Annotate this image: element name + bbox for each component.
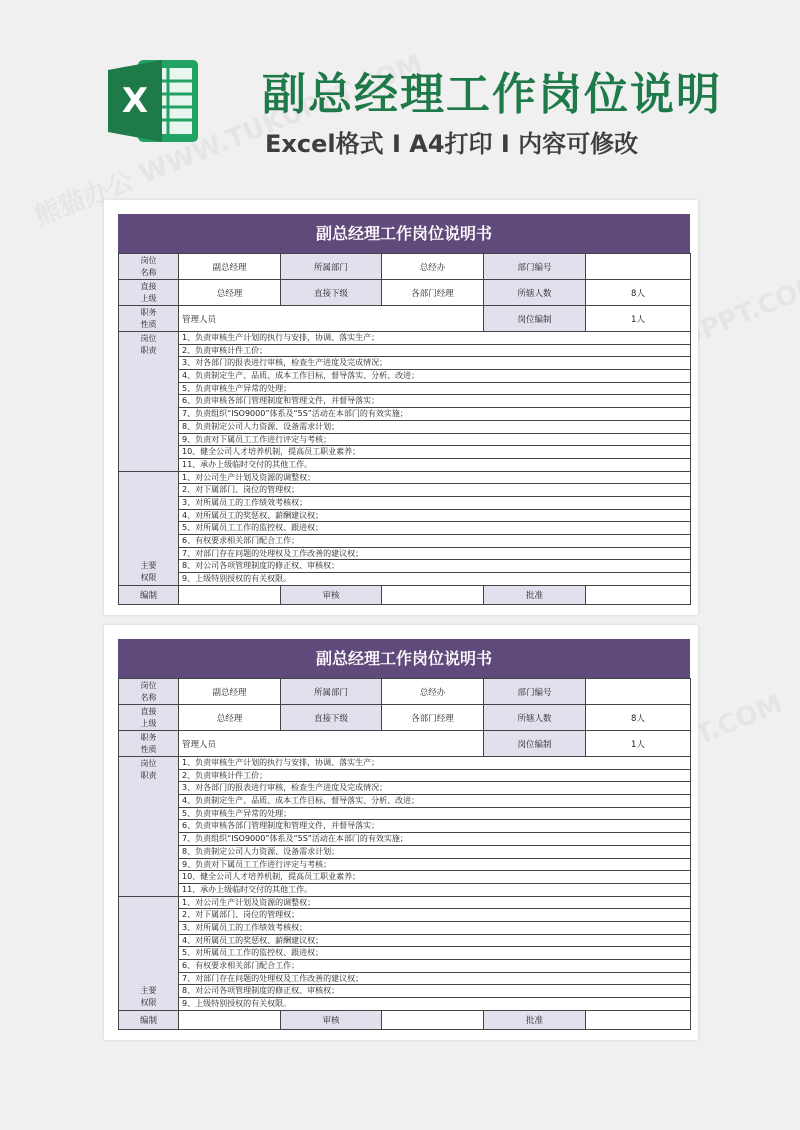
position-quota-label: 岗位编制 xyxy=(484,306,586,332)
power-item[interactable]: 6、有权要求相关部门配合工作； xyxy=(179,535,690,548)
powers-label: 主要 权限 xyxy=(119,471,179,585)
power-item[interactable]: 2、对下属部门、岗位的管理权； xyxy=(179,484,690,497)
headcount-label: 所辖人数 xyxy=(484,280,586,306)
duty-item[interactable]: 4、负责制定生产、品质、成本工作目标，督导落实、分析、改进； xyxy=(179,370,690,383)
headcount-label: 所辖人数 xyxy=(484,705,586,731)
position-quota-value[interactable]: 1人 xyxy=(586,306,691,332)
reviewed-by-label: 审核 xyxy=(281,585,382,604)
job-nature-value[interactable]: 管理人员 xyxy=(179,306,484,332)
position-name-label: 岗位 名称 xyxy=(119,254,179,280)
headcount-value[interactable]: 8人 xyxy=(586,280,691,306)
power-item[interactable]: 8、对公司各项管理制度的修正权、审核权； xyxy=(179,985,690,998)
sheet-page-2 xyxy=(104,625,698,1040)
duty-item[interactable]: 11、承办上级临时交付的其他工作。 xyxy=(182,884,313,894)
power-item[interactable]: 3、对所属员工的工作绩效考核权； xyxy=(179,922,690,935)
prepared-by-value[interactable] xyxy=(179,585,281,604)
power-item[interactable]: 5、对所属员工工作的监控权、跟进权； xyxy=(179,947,690,960)
duty-item[interactable]: 2、负责审核计件工价； xyxy=(179,770,690,783)
duty-item[interactable]: 3、对各部门的报表进行审核，检查生产进度及完成情况； xyxy=(179,782,690,795)
duties-list xyxy=(179,757,691,897)
direct-subordinate-value[interactable]: 各部门经理 xyxy=(382,705,484,731)
reviewed-by-value[interactable] xyxy=(382,585,484,604)
prepared-by-label: 编制 xyxy=(119,1010,179,1029)
approved-by-label: 批准 xyxy=(484,585,586,604)
duty-item[interactable]: 1、负责审核生产计划的执行与安排，协调、落实生产； xyxy=(179,757,690,770)
direct-subordinate-value[interactable]: 各部门经理 xyxy=(382,280,484,306)
duty-item[interactable]: 8、负责制定公司人力资源、设备需求计划； xyxy=(179,846,690,859)
direct-superior-value[interactable]: 总经理 xyxy=(179,705,281,731)
power-item[interactable]: 7、对部门存在问题的处理权及工作改善的建议权； xyxy=(179,973,690,986)
duty-item[interactable]: 5、负责审核生产异常的处理； xyxy=(179,808,690,821)
position-quota-label: 岗位编制 xyxy=(484,731,586,757)
page-subtitle: Excel格式 I A4打印 I 内容可修改 xyxy=(265,130,639,158)
department-label: 所属部门 xyxy=(281,254,382,280)
duty-item[interactable]: 6、负责审核各部门管理制度和管理文件，并督导落实； xyxy=(179,820,690,833)
duties-list xyxy=(179,332,691,472)
job-nature-value[interactable]: 管理人员 xyxy=(179,731,484,757)
page-title: 副总经理工作岗位说明 xyxy=(262,69,722,120)
job-description-document xyxy=(118,214,690,605)
power-item[interactable]: 3、对所属员工的工作绩效考核权； xyxy=(179,497,690,510)
job-description-document xyxy=(118,639,690,1030)
direct-subordinate-label: 直接下级 xyxy=(281,705,382,731)
info-table xyxy=(118,678,691,1030)
power-item[interactable]: 1、对公司生产计划及资源的调整权； xyxy=(179,472,690,485)
position-quota-value[interactable]: 1人 xyxy=(586,731,691,757)
position-name-label: 岗位 名称 xyxy=(119,679,179,705)
headcount-value[interactable]: 8人 xyxy=(586,705,691,731)
job-nature-label: 职务 性质 xyxy=(119,306,179,332)
duty-item[interactable]: 10、健全公司人才培养机制，提高员工职业素养； xyxy=(179,446,690,459)
direct-superior-label: 直接 上级 xyxy=(119,705,179,731)
sheet-page-1 xyxy=(104,200,698,615)
power-item[interactable]: 7、对部门存在问题的处理权及工作改善的建议权； xyxy=(179,548,690,561)
department-label: 所属部门 xyxy=(281,679,382,705)
department-code-value[interactable] xyxy=(586,254,691,280)
power-item[interactable]: 2、对下属部门、岗位的管理权； xyxy=(179,909,690,922)
logo-letter: X xyxy=(121,81,149,121)
direct-superior-value[interactable]: 总经理 xyxy=(179,280,281,306)
duties-label: 岗位 职责 xyxy=(119,757,179,897)
job-nature-label: 职务 性质 xyxy=(119,731,179,757)
duty-item[interactable]: 10、健全公司人才培养机制，提高员工职业素养； xyxy=(179,871,690,884)
power-item[interactable]: 6、有权要求相关部门配合工作； xyxy=(179,960,690,973)
duty-item[interactable]: 2、负责审核计件工价； xyxy=(179,345,690,358)
department-code-label: 部门编号 xyxy=(484,254,586,280)
duty-item[interactable]: 9、负责对下属员工工作进行评定与考核； xyxy=(179,859,690,872)
position-name-value[interactable]: 副总经理 xyxy=(179,254,281,280)
power-item[interactable]: 4、对所属员工的奖惩权、薪酬建议权； xyxy=(179,935,690,948)
department-value[interactable]: 总经办 xyxy=(382,679,484,705)
approved-by-label: 批准 xyxy=(484,1010,586,1029)
duty-item[interactable]: 3、对各部门的报表进行审核，检查生产进度及完成情况； xyxy=(179,357,690,370)
powers-list xyxy=(179,471,691,585)
duty-item[interactable]: 7、负责组织“ISO9000”体系及“5S”活动在本部门的有效实施； xyxy=(179,833,690,846)
document-title: 副总经理工作岗位说明书 xyxy=(118,214,690,253)
power-item[interactable]: 8、对公司各项管理制度的修正权、审核权； xyxy=(179,560,690,573)
power-item[interactable]: 1、对公司生产计划及资源的调整权； xyxy=(179,897,690,910)
department-value[interactable]: 总经办 xyxy=(382,254,484,280)
power-item[interactable]: 4、对所属员工的奖惩权、薪酬建议权； xyxy=(179,510,690,523)
prepared-by-value[interactable] xyxy=(179,1010,281,1029)
power-item[interactable]: 5、对所属员工工作的监控权、跟进权； xyxy=(179,522,690,535)
approved-by-value[interactable] xyxy=(586,585,691,604)
direct-superior-label: 直接 上级 xyxy=(119,280,179,306)
powers-list xyxy=(179,896,691,1010)
duty-item[interactable]: 9、负责对下属员工工作进行评定与考核； xyxy=(179,434,690,447)
direct-subordinate-label: 直接下级 xyxy=(281,280,382,306)
duty-item[interactable]: 11、承办上级临时交付的其他工作。 xyxy=(182,459,313,469)
info-table xyxy=(118,253,691,605)
duty-item[interactable]: 6、负责审核各部门管理制度和管理文件，并督导落实； xyxy=(179,395,690,408)
duties-label: 岗位 职责 xyxy=(119,332,179,472)
duty-item[interactable]: 1、负责审核生产计划的执行与安排，协调、落实生产； xyxy=(179,332,690,345)
reviewed-by-label: 审核 xyxy=(281,1010,382,1029)
position-name-value[interactable]: 副总经理 xyxy=(179,679,281,705)
department-code-label: 部门编号 xyxy=(484,679,586,705)
prepared-by-label: 编制 xyxy=(119,585,179,604)
duty-item[interactable]: 4、负责制定生产、品质、成本工作目标，督导落实、分析、改进； xyxy=(179,795,690,808)
powers-label: 主要 权限 xyxy=(119,896,179,1010)
document-title: 副总经理工作岗位说明书 xyxy=(118,639,690,678)
duty-item[interactable]: 5、负责审核生产异常的处理； xyxy=(179,383,690,396)
reviewed-by-value[interactable] xyxy=(382,1010,484,1029)
duty-item[interactable]: 8、负责制定公司人力资源、设备需求计划； xyxy=(179,421,690,434)
duty-item[interactable]: 7、负责组织“ISO9000”体系及“5S”活动在本部门的有效实施； xyxy=(179,408,690,421)
power-item[interactable]: 9、上级特别授权的有关权限。 xyxy=(182,574,292,584)
department-code-value[interactable] xyxy=(586,679,691,705)
power-item[interactable]: 9、上级特别授权的有关权限。 xyxy=(182,999,292,1009)
approved-by-value[interactable] xyxy=(586,1010,691,1029)
